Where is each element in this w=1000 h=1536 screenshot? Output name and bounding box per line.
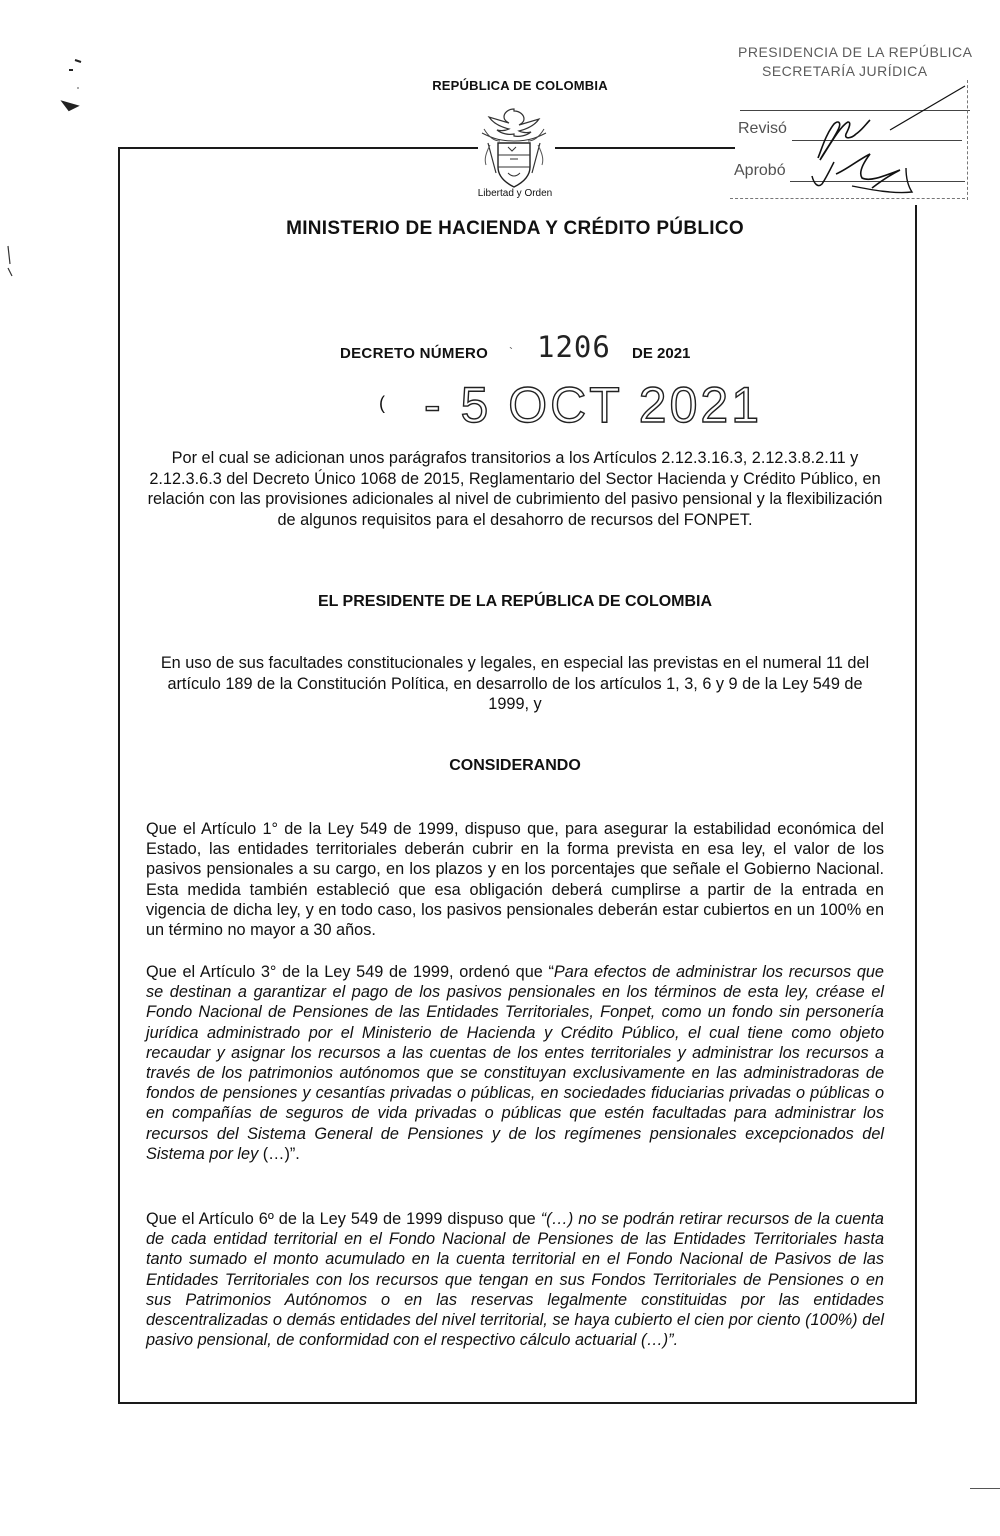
national-motto: Libertad y Orden (477, 188, 553, 199)
considering-paragraph-1: Que el Artículo 1° de la Ley 549 de 1999, dispuso que, para asegurar la estabilidad económica del Estado, las entidades territoriales deberán cubrir en la forma prevista en esa ley, el valor de los pasivos pensionales a su cargo, en los plazos y en los porcentajes que señale el Gobierno Nacional. Esta medida también estableció que esa obligación deberá cumplirse a partir de la entrada en vigencia de dicha ley, y en todo caso, los pasivos pensionales deberán estar cubiertos en un 100% en un término no mayor a 30 años. (146, 820, 884, 940)
considering-heading: CONSIDERANDO (449, 757, 581, 774)
paragraph-3-quote: “(…) no se podrán retirar recursos de la cuenta de cada entidad territorial en el Fondo Nacional de Pensiones de las Entidades Territoriales hasta tanto sumado el monto acumulado en la cuenta territorial en el Fondo Nacional de Pasivos de las Entidades Territoriales con los recursos que tengan en sus Fondos Territoriales de Pensiones o en sus Patrimonios Autónomos o en las reservas legalmente constituidas por las entidades descentralizadas o demás entidades del nivel territorial, se haya cubierto el cien por ciento (100%) del pasivo pensional, de conformidad con el respectivo cálculo actuarial (…)”. (146, 1210, 884, 1350)
scan-marks (55, 40, 95, 130)
signature-initials (790, 80, 970, 210)
stamp-presidency: PRESIDENCIA DE LA REPÚBLICA (738, 44, 973, 60)
ministry-title: MINISTERIO DE HACIENDA Y CRÉDITO PÚBLICO (286, 218, 744, 239)
paragraph-2-end: (…)”. (258, 1144, 300, 1163)
frame-right-border (915, 205, 917, 1404)
decree-summary: Por el cual se adicionan unos parágrafos transitorios a los Artículos 2.12.3.16.3, 2.12.3.8.2.11 y 2.12.3.6.3 del Decreto Único 1068 de 2015, Reglamentario del Sector Hacienda y Crédito Público, en relación con las provisiones adicionales al nivel de cubrimiento del pasivo pensional y la flexibilización de algunos requisitos para el desahorro de recursos del FONPET. (147, 449, 883, 529)
tick-mark: ` (509, 345, 513, 359)
president-heading: EL PRESIDENTE DE LA REPÚBLICA DE COLOMBIA (317, 593, 713, 610)
stamp-reviso-label: Revisó (738, 120, 787, 137)
decree-number: 1206 (537, 330, 611, 364)
considering-paragraph-2 (146, 962, 884, 1164)
considering-paragraph-3 (146, 1209, 884, 1350)
powers-paragraph: En uso de sus facultades constitucionales y legales, en especial las previstas en el numeral 11 del artículo 189 de la Constitución Política, en desarrollo de los artículos 1, 3, 6 y 9 de la Ley 549 de 1999, y (160, 654, 870, 713)
scan-marks-left (0, 240, 20, 300)
frame-left-border (118, 147, 120, 1403)
page-edge-mark (970, 1488, 1000, 1489)
paragraph-2-intro: Que el Artículo 3° de la Ley 549 de 1999, ordenó que “ (146, 963, 554, 981)
header-rule-left (118, 147, 478, 149)
header-rule-right (555, 147, 735, 149)
decree-year: DE 2021 (632, 345, 691, 362)
stamp-secretariat: SECRETARÍA JURÍDICA (762, 63, 928, 79)
paragraph-3-intro: Que el Artículo 6º de la Ley 549 de 1999 dispuso que (146, 1210, 541, 1228)
decree-date-stamp: - 5 OCT 2021 (424, 377, 763, 433)
coat-of-arms-icon (474, 103, 554, 195)
date-open-paren: ( (379, 393, 385, 413)
stamp-aprobo-label: Aprobó (734, 162, 786, 179)
country-name: REPÚBLICA DE COLOMBIA (432, 78, 608, 93)
frame-bottom-border (118, 1402, 917, 1404)
paragraph-2-quote: Para efectos de administrar los recursos que se destinan a garantizar el pago de los pasivos pensionales en los términos de esta ley, créase el Fondo Nacional de Pensiones de las Entidades Territoriales, Fonpet, como un fondo sin personería jurídica administrado por el Ministerio de Hacienda y Crédito Público, el cual tiene como objeto recaudar y asignar los recursos a las cuentas de los entes territoriales y administrar los recursos a través de los patrimonios autónomos que se constituyan exclusivamente en las administradoras de fondos de pensiones y cesantías privadas o públicas, en sociedades fiduciarias privadas o públicas o en compañías de seguros de vida privadas o públicas que estén facultadas para administrar los recursos del Sistema General de Pensiones y de los regímenes pensionales excepcionados del Sistema por ley (146, 963, 884, 1163)
decree-number-label: DECRETO NÚMERO (340, 345, 489, 362)
